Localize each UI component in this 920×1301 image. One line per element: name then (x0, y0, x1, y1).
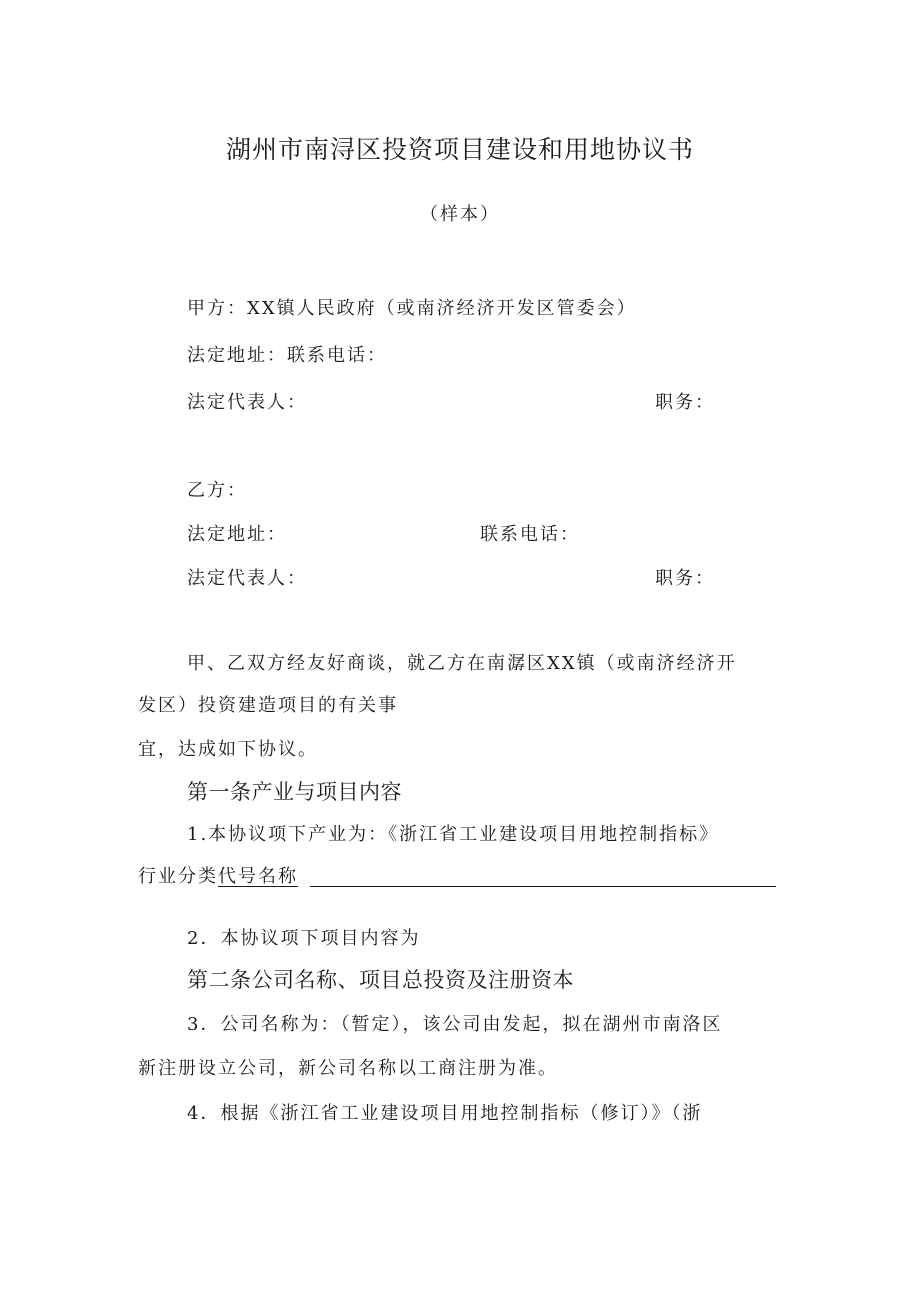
article-2-item-3-line-1: 3．公司名称为：（暂定），该公司由发起，拟在湖州市南洛区 (187, 1014, 723, 1035)
article-2-item-4-line-1: 4．根据《浙江省工业建设项目用地控制指标（修订）》（浙 (187, 1103, 703, 1124)
party-a-line: 甲方：XX镇人民政府（或南济经济开发区管委会） (187, 298, 637, 319)
industry-code-name-label: 代号名称 (218, 866, 298, 887)
party-a-position: 职务： (655, 392, 715, 413)
party-b-representative: 法定代表人： (187, 568, 307, 589)
party-a-representative: 法定代表人： (187, 392, 307, 413)
article-2-heading: 第二条公司名称、项目总投资及注册资本 (187, 968, 574, 992)
article-1-item-1-line-2 (138, 864, 298, 890)
industry-class-prefix: 行业分类 (138, 866, 218, 887)
preamble-line-1: 甲、乙双方经友好商谈，就乙方在南潺区XX镇（或南济经济开 (187, 653, 737, 674)
preamble-line-2: 发区）投资建造项目的有关事 (138, 695, 398, 716)
article-1-item-1-line-1: 1.本协议项下产业为：《浙江省工业建设项目用地控制指标》 (187, 824, 720, 845)
article-1-heading: 第一条产业与项目内容 (187, 780, 402, 804)
article-2-item-3-line-2: 新注册设立公司，新公司名称以工商注册为准。 (138, 1058, 558, 1079)
party-a-address-phone: 法定地址：联系电话： (187, 345, 387, 366)
party-b-line: 乙方： (187, 480, 247, 501)
party-b-position: 职务： (655, 568, 715, 589)
industry-fill-line (310, 886, 776, 887)
article-1-item-2: 2．本协议项下项目内容为 (187, 928, 421, 949)
document-subtitle: （样本） (420, 204, 500, 225)
document-title: 湖州市南浔区投资项目建设和用地协议书 (225, 135, 694, 164)
party-b-address: 法定地址： (187, 524, 287, 545)
party-b-phone: 联系电话： (480, 524, 580, 545)
preamble-line-3: 宜，达成如下协议。 (138, 739, 318, 760)
